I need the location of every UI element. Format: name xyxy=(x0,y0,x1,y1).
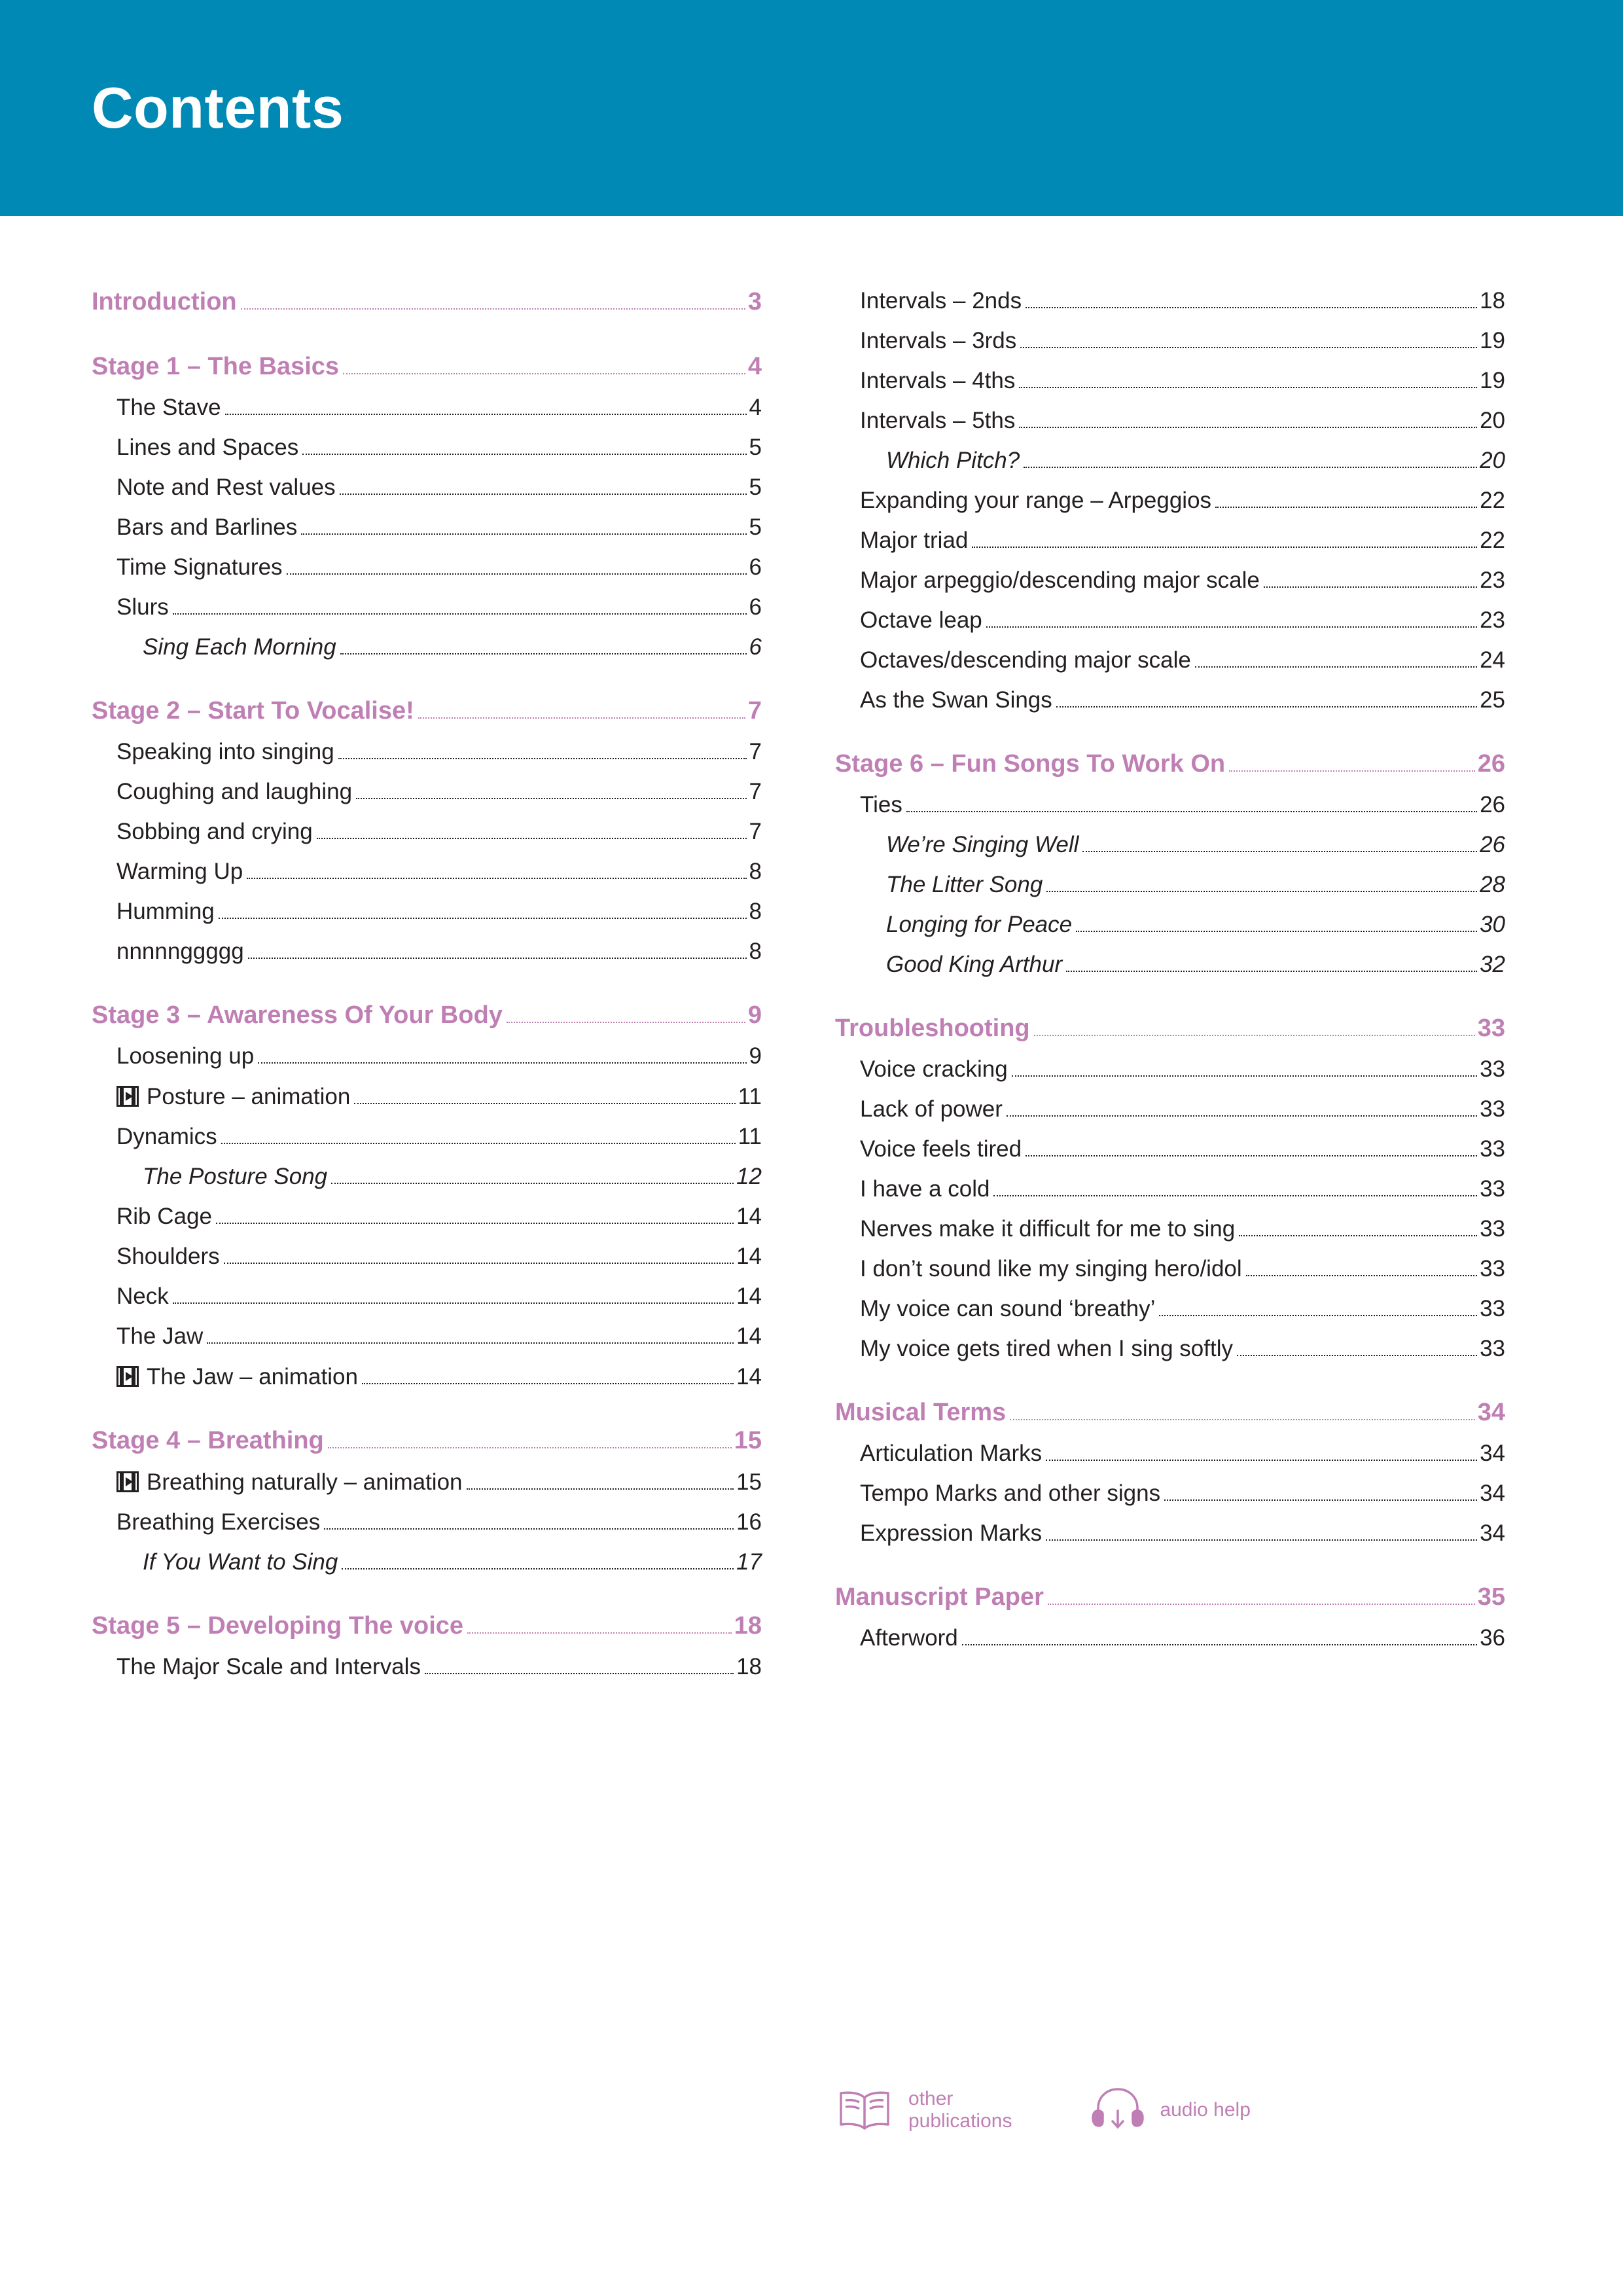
toc-entry-label: Octaves/descending major scale xyxy=(860,647,1191,673)
toc-entry-page: 8 xyxy=(749,899,762,924)
toc-leader-dots xyxy=(1020,346,1477,348)
toc-leader-dots xyxy=(356,797,746,799)
toc-entry-page: 18 xyxy=(1480,288,1505,314)
toc-leader-dots xyxy=(340,493,747,495)
toc-leader-dots xyxy=(331,1182,734,1184)
toc-leader-dots xyxy=(972,546,1477,548)
toc-entry-label: Tempo Marks and other signs xyxy=(860,1480,1161,1506)
toc-leader-dots xyxy=(248,957,747,959)
toc-entry-page: 33 xyxy=(1480,1256,1505,1282)
headphones-icon xyxy=(1090,2085,1145,2136)
toc-entry-page: 19 xyxy=(1480,368,1505,393)
toc-entry-label: Voice feels tired xyxy=(860,1136,1022,1162)
toc-entry-label: Ties xyxy=(860,792,902,817)
toc-entry-page: 34 xyxy=(1480,1441,1505,1466)
toc-entry-page: 28 xyxy=(1480,872,1505,897)
toc-entry-label: Musical Terms xyxy=(835,1399,1007,1426)
toc-entry-page: 15 xyxy=(736,1469,762,1495)
toc-leader-dots xyxy=(1076,930,1477,932)
toc-entry-label: Sing Each Morning xyxy=(143,634,336,660)
toc-entry[interactable] xyxy=(92,1612,762,1640)
toc-leader-dots xyxy=(1215,506,1477,508)
toc-column-right xyxy=(835,288,1505,1680)
toc-leader-dots xyxy=(1026,1155,1477,1157)
toc-entry-page: 22 xyxy=(1480,488,1505,513)
toc-entry-page: 22 xyxy=(1480,528,1505,553)
toc-entry-label: Voice cracking xyxy=(860,1056,1008,1082)
toc-entry-page: 8 xyxy=(749,859,762,884)
toc-entry-page: 7 xyxy=(749,819,762,844)
toc-entry[interactable] xyxy=(835,1296,1505,1322)
toc-entry-page: 9 xyxy=(747,1001,762,1029)
toc-leader-dots xyxy=(467,1488,734,1490)
toc-entry-label: I have a cold xyxy=(860,1176,990,1202)
toc-entry[interactable] xyxy=(92,1363,762,1390)
toc-entry-label: My voice can sound ‘breathy’ xyxy=(860,1296,1156,1321)
toc-entry-page: 7 xyxy=(747,697,762,725)
toc-entry-label: Introduction xyxy=(92,288,237,315)
toc-entry-page: 17 xyxy=(736,1549,762,1575)
toc-entry[interactable] xyxy=(92,1509,762,1535)
toc-entry-page: 3 xyxy=(747,288,762,315)
toc-entry-page: 5 xyxy=(749,435,762,460)
toc-entry-label: Stage 2 – Start To Vocalise! xyxy=(92,697,414,725)
toc-leader-dots xyxy=(1082,850,1477,852)
toc-entry[interactable] xyxy=(92,594,762,620)
toc-entry-label: Expanding your range – Arpeggios xyxy=(860,488,1212,513)
legend-audio-help-label: audio help xyxy=(1160,2099,1251,2121)
toc-entry[interactable] xyxy=(835,1441,1505,1467)
toc-entry[interactable] xyxy=(92,1124,762,1150)
toc-entry[interactable] xyxy=(92,1043,762,1069)
toc-leader-dots xyxy=(342,1568,734,1570)
toc-entry[interactable] xyxy=(92,739,762,765)
toc-entry-label: Stage 5 – Developing The voice xyxy=(92,1612,464,1640)
toc-entry[interactable] xyxy=(835,1336,1505,1362)
toc-entry-label: The Posture Song xyxy=(143,1164,328,1189)
toc-entry[interactable] xyxy=(835,1480,1505,1507)
toc-entry-label: Stage 6 – Fun Songs To Work On xyxy=(835,750,1226,778)
toc-entry[interactable] xyxy=(92,288,762,316)
toc-entry-page: 18 xyxy=(734,1612,762,1640)
toc-entry-page: 30 xyxy=(1480,912,1505,937)
toc-entry-page: 33 xyxy=(1480,1056,1505,1082)
toc-entry-label: Loosening up xyxy=(116,1043,255,1069)
toc-leader-dots xyxy=(301,533,746,535)
toc-entry-label: Which Pitch? xyxy=(886,448,1020,473)
toc-entry-page: 15 xyxy=(734,1427,762,1454)
toc-column-left xyxy=(92,288,762,1680)
toc-entry-label xyxy=(116,1083,350,1110)
toc-entry-page: 34 xyxy=(1480,1480,1505,1506)
toc-leader-dots xyxy=(1046,890,1477,892)
toc-leader-dots xyxy=(418,717,745,719)
toc-leader-dots xyxy=(216,1222,734,1224)
toc-entry-page: 24 xyxy=(1480,647,1505,673)
toc-entry[interactable] xyxy=(835,1136,1505,1162)
toc-entry-page: 32 xyxy=(1480,952,1505,977)
toc-entry-label: Breathing Exercises xyxy=(116,1509,321,1535)
toc-entry-page: 9 xyxy=(749,1043,762,1069)
toc-entry[interactable] xyxy=(835,832,1505,858)
toc-entry-page: 33 xyxy=(1477,1014,1505,1042)
toc-entry[interactable] xyxy=(92,1001,762,1030)
toc-entry-label: Rib Cage xyxy=(116,1204,212,1229)
toc-entry[interactable] xyxy=(835,872,1505,898)
toc-leader-dots xyxy=(507,1021,745,1023)
toc-leader-dots xyxy=(1056,706,1477,708)
toc-entry[interactable] xyxy=(92,514,762,541)
toc-entry-label: We’re Singing Well xyxy=(886,832,1079,857)
toc-leader-dots xyxy=(1164,1499,1477,1501)
toc-entry[interactable] xyxy=(835,1583,1505,1611)
toc-entry-label: Humming xyxy=(116,899,215,924)
toc-entry[interactable] xyxy=(92,395,762,421)
toc-entry[interactable] xyxy=(835,1520,1505,1547)
video-icon xyxy=(116,1366,139,1387)
toc-leader-dots xyxy=(1019,426,1477,428)
toc-leader-dots xyxy=(225,413,747,415)
toc-leader-dots xyxy=(1019,386,1477,388)
toc-entry-label: The Litter Song xyxy=(886,872,1043,897)
toc-entry[interactable] xyxy=(92,634,762,660)
toc-entry-label: Stage 4 – Breathing xyxy=(92,1427,324,1454)
toc-entry-label: Speaking into singing xyxy=(116,739,334,764)
toc-leader-dots xyxy=(258,1062,746,1064)
toc-leader-dots xyxy=(247,877,746,879)
toc-leader-dots xyxy=(1048,1603,1475,1605)
toc-entry-label: Intervals – 5ths xyxy=(860,408,1016,433)
toc-leader-dots xyxy=(1229,770,1475,772)
toc-entry[interactable] xyxy=(92,1164,762,1190)
toc-entry-page: 35 xyxy=(1477,1583,1505,1611)
toc-entry-label: Coughing and laughing xyxy=(116,779,353,804)
video-icon xyxy=(116,1471,139,1492)
toc-leader-dots xyxy=(343,372,745,374)
toc-entry-page: 5 xyxy=(749,475,762,500)
toc-entry-page: 8 xyxy=(749,939,762,964)
toc-entry-label: The Major Scale and Intervals xyxy=(116,1654,421,1679)
toc-entry-label: Sobbing and crying xyxy=(116,819,313,844)
toc-entry-label: Bars and Barlines xyxy=(116,514,298,540)
toc-entry-page: 18 xyxy=(736,1654,762,1679)
toc-entry-page: 14 xyxy=(736,1364,762,1390)
toc-leader-dots xyxy=(221,1142,736,1144)
toc-entry[interactable] xyxy=(92,939,762,965)
toc-entry-page: 33 xyxy=(1480,1096,1505,1122)
toc-entry[interactable] xyxy=(835,368,1505,394)
toc-leader-dots xyxy=(1046,1459,1477,1461)
toc-entry[interactable] xyxy=(92,779,762,805)
toc-leader-dots xyxy=(1237,1354,1477,1356)
toc-entry-page: 33 xyxy=(1480,1216,1505,1242)
toc-entry-page: 34 xyxy=(1477,1399,1505,1426)
toc-entry-page: 20 xyxy=(1480,408,1505,433)
toc-entry-label: Time Signatures xyxy=(116,554,283,580)
toc-entry[interactable] xyxy=(835,328,1505,354)
toc-entry-page: 19 xyxy=(1480,328,1505,353)
book-icon xyxy=(835,2087,894,2133)
toc-entry-page: 26 xyxy=(1480,832,1505,857)
toc-entry-label: Nerves make it difficult for me to sing xyxy=(860,1216,1236,1242)
toc-entry[interactable] xyxy=(92,819,762,845)
toc-entry[interactable] xyxy=(92,899,762,925)
toc-entry-page: 11 xyxy=(738,1084,762,1109)
toc-entry[interactable] xyxy=(835,408,1505,434)
toc-leader-dots xyxy=(1034,1034,1475,1036)
toc-entry-label: Major arpeggio/descending major scale xyxy=(860,567,1260,593)
toc-entry-label: Good King Arthur xyxy=(886,952,1063,977)
toc-entry-label: Intervals – 3rds xyxy=(860,328,1017,353)
toc-entry-label: Stage 1 – The Basics xyxy=(92,353,340,380)
toc-entry-page: 14 xyxy=(736,1244,762,1269)
toc-leader-dots xyxy=(1046,1539,1477,1541)
toc-entry-label xyxy=(116,1469,463,1496)
toc-entry[interactable] xyxy=(92,1244,762,1270)
toc-entry[interactable] xyxy=(92,1204,762,1230)
toc-entry-page: 7 xyxy=(749,739,762,764)
toc-entry-label: Intervals – 4ths xyxy=(860,368,1016,393)
toc-leader-dots xyxy=(1066,970,1477,972)
toc-entry[interactable] xyxy=(835,687,1505,713)
toc-entry[interactable] xyxy=(835,1399,1505,1427)
toc-leader-dots xyxy=(1026,306,1477,308)
toc-entry[interactable] xyxy=(835,1096,1505,1122)
toc-entry[interactable] xyxy=(835,750,1505,778)
toc-entry-page: 4 xyxy=(749,395,762,420)
toc-entry-page: 5 xyxy=(749,514,762,540)
toc-leader-dots xyxy=(1264,586,1477,588)
toc-entry-page: 16 xyxy=(736,1509,762,1535)
toc-leader-dots xyxy=(328,1446,732,1448)
toc-entry[interactable] xyxy=(92,1654,762,1680)
page-header xyxy=(0,0,1623,216)
toc-entry-label: As the Swan Sings xyxy=(860,687,1052,713)
toc-entry-label: Longing for Peace xyxy=(886,912,1073,937)
toc-entry[interactable] xyxy=(92,1083,762,1110)
toc-entry-page: 20 xyxy=(1480,448,1505,473)
toc-entry[interactable] xyxy=(835,1056,1505,1083)
toc-leader-dots xyxy=(1246,1274,1477,1276)
toc-entry[interactable] xyxy=(835,1014,1505,1043)
toc-entry-page: 7 xyxy=(749,779,762,804)
toc-entry-page: 14 xyxy=(736,1204,762,1229)
toc-entry-page: 6 xyxy=(749,634,762,660)
toc-entry-label: Major triad xyxy=(860,528,969,553)
toc-entry-page: 26 xyxy=(1477,750,1505,778)
toc-entry-label xyxy=(116,1363,358,1390)
toc-entry[interactable] xyxy=(92,353,762,381)
toc-leader-dots xyxy=(1195,666,1477,668)
toc-leader-dots xyxy=(207,1342,734,1344)
toc-leader-dots xyxy=(219,917,747,919)
toc-leader-dots xyxy=(1012,1075,1477,1077)
toc-entry-label: Neck xyxy=(116,1283,169,1309)
toc-entry-page: 4 xyxy=(747,353,762,380)
toc-entry[interactable] xyxy=(92,435,762,461)
toc-leader-dots xyxy=(324,1528,734,1530)
toc-leader-dots xyxy=(906,810,1477,812)
toc-leader-dots xyxy=(1239,1234,1477,1236)
toc-leader-dots xyxy=(173,1302,734,1304)
toc-leader-dots xyxy=(317,837,747,839)
legend-audio-help[interactable] xyxy=(1090,2085,1250,2136)
toc-entry-page: 34 xyxy=(1480,1520,1505,1546)
toc-entry-label: Stage 3 – Awareness Of Your Body xyxy=(92,1001,503,1029)
toc-entry[interactable] xyxy=(92,1427,762,1455)
toc-leader-dots xyxy=(425,1672,734,1674)
toc-leader-dots xyxy=(224,1262,734,1264)
toc-entry[interactable] xyxy=(835,912,1505,938)
toc-entry-label: Warming Up xyxy=(116,859,243,884)
toc-leader-dots xyxy=(986,626,1477,628)
contents-body xyxy=(0,216,1623,1680)
toc-entry-label: Dynamics xyxy=(116,1124,217,1149)
toc-leader-dots xyxy=(1010,1418,1475,1420)
toc-leader-dots xyxy=(962,1643,1477,1645)
toc-entry-page: 12 xyxy=(736,1164,762,1189)
toc-leader-dots xyxy=(340,653,747,655)
toc-entry[interactable] xyxy=(92,554,762,581)
toc-entry-text: The Jaw – animation xyxy=(147,1364,358,1390)
toc-entry-text: Breathing naturally – animation xyxy=(147,1469,463,1495)
toc-entry-label: Afterword xyxy=(860,1625,958,1651)
toc-entry[interactable] xyxy=(835,1256,1505,1282)
toc-leader-dots xyxy=(338,757,747,759)
toc-leader-dots xyxy=(362,1382,734,1384)
toc-leader-dots xyxy=(1159,1314,1477,1316)
toc-entry[interactable] xyxy=(835,288,1505,314)
toc-leader-dots xyxy=(1024,466,1477,468)
toc-entry-page: 33 xyxy=(1480,1176,1505,1202)
toc-entry-page: 23 xyxy=(1480,567,1505,593)
toc-entry-page: 6 xyxy=(749,554,762,580)
toc-entry-label: The Jaw xyxy=(116,1323,204,1349)
toc-entry-label: Articulation Marks xyxy=(860,1441,1043,1466)
toc-entry[interactable] xyxy=(835,567,1505,594)
toc-entry[interactable] xyxy=(92,1323,762,1350)
toc-leader-dots xyxy=(1007,1115,1477,1117)
toc-entry[interactable] xyxy=(92,697,762,725)
page-title: Contents xyxy=(92,75,344,140)
toc-entry-text: Posture – animation xyxy=(147,1084,351,1109)
toc-entry-page: 26 xyxy=(1480,792,1505,817)
toc-entry[interactable] xyxy=(92,859,762,885)
toc-entry[interactable] xyxy=(835,1625,1505,1651)
toc-entry-label: I don’t sound like my singing hero/idol xyxy=(860,1256,1242,1282)
toc-leader-dots xyxy=(287,573,747,575)
toc-entry[interactable] xyxy=(835,448,1505,474)
toc-entry-page: 11 xyxy=(738,1124,762,1149)
toc-entry-page: 14 xyxy=(736,1323,762,1349)
toc-entry[interactable] xyxy=(92,1283,762,1310)
toc-entry-page: 6 xyxy=(749,594,762,620)
toc-leader-dots xyxy=(241,308,745,310)
toc-entry-label: Intervals – 2nds xyxy=(860,288,1022,314)
toc-entry-label: Note and Rest values xyxy=(116,475,336,500)
toc-entry-label: Lines and Spaces xyxy=(116,435,299,460)
toc-entry-page: 14 xyxy=(736,1283,762,1309)
toc-leader-dots xyxy=(302,453,746,455)
toc-entry-label: Slurs xyxy=(116,594,169,620)
toc-entry-page: 33 xyxy=(1480,1336,1505,1361)
toc-entry-label: Shoulders xyxy=(116,1244,220,1269)
toc-entry-page: 36 xyxy=(1480,1625,1505,1651)
footer-legend xyxy=(835,2085,1251,2136)
video-icon xyxy=(116,1086,139,1107)
toc-entry[interactable] xyxy=(835,1216,1505,1242)
toc-entry[interactable] xyxy=(835,647,1505,673)
toc-entry[interactable] xyxy=(92,475,762,501)
toc-entry[interactable] xyxy=(835,1176,1505,1202)
toc-entry[interactable] xyxy=(92,1549,762,1575)
toc-entry-label: My voice gets tired when I sing softly xyxy=(860,1336,1233,1361)
toc-entry-page: 33 xyxy=(1480,1296,1505,1321)
legend-other-publications-label: other publications xyxy=(908,2088,1012,2132)
toc-entry-label: Troubleshooting xyxy=(835,1014,1030,1042)
toc-entry-page: 23 xyxy=(1480,607,1505,633)
toc-leader-dots xyxy=(173,613,747,615)
toc-leader-dots xyxy=(354,1102,735,1104)
toc-entry-label: nnnnnggggg xyxy=(116,939,244,964)
toc-entry-label: Octave leap xyxy=(860,607,982,633)
toc-entry[interactable] xyxy=(835,952,1505,978)
toc-entry[interactable] xyxy=(835,607,1505,634)
toc-entry-label: The Stave xyxy=(116,395,221,420)
toc-leader-dots xyxy=(467,1632,732,1634)
toc-entry[interactable] xyxy=(835,488,1505,514)
toc-entry-label: Expression Marks xyxy=(860,1520,1043,1546)
toc-entry[interactable] xyxy=(835,792,1505,818)
legend-other-publications[interactable] xyxy=(835,2087,1012,2133)
toc-entry-label: Lack of power xyxy=(860,1096,1003,1122)
toc-entry[interactable] xyxy=(92,1469,762,1496)
toc-entry-label: Manuscript Paper xyxy=(835,1583,1044,1611)
toc-entry-label: If You Want to Sing xyxy=(143,1549,338,1575)
toc-entry[interactable] xyxy=(835,528,1505,554)
toc-entry-page: 33 xyxy=(1480,1136,1505,1162)
toc-leader-dots xyxy=(993,1194,1477,1196)
toc-entry-page: 25 xyxy=(1480,687,1505,713)
